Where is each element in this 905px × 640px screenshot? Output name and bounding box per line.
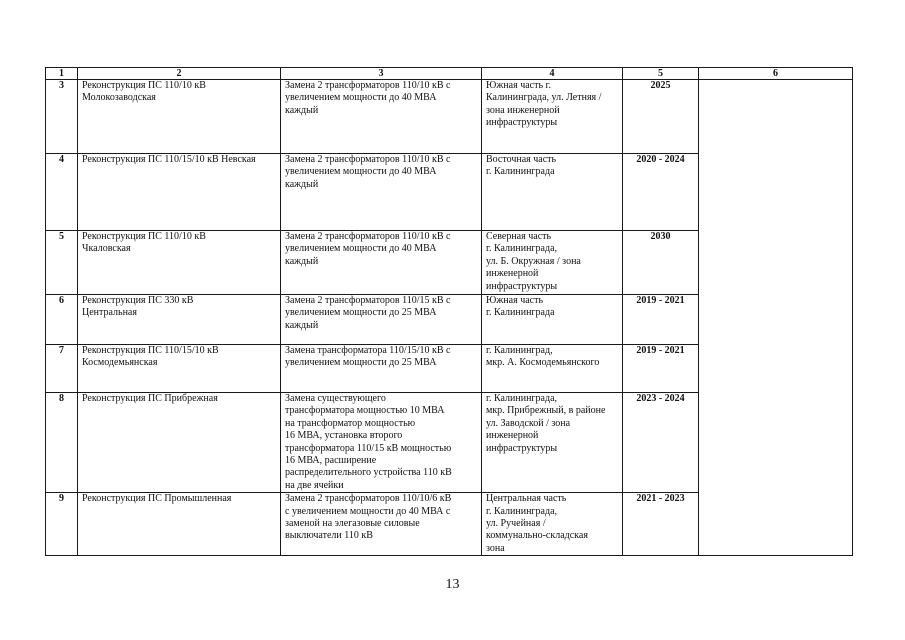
location: Восточная часть г. Калининграда	[482, 154, 623, 231]
project-name: Реконструкция ПС 110/15/10 кВ Невская	[78, 154, 281, 231]
table-row	[46, 80, 853, 154]
project-name: Реконструкция ПС 110/15/10 кВ Космодемьянская	[78, 345, 281, 393]
location: г. Калининграда, мкр. Прибрежный, в районе ул. Заводской / зона инженерной инфраструктуры	[482, 393, 623, 493]
row-number: 9	[46, 493, 78, 556]
work-description: Замена 2 трансформаторов 110/15 кВ с увеличением мощности до 25 МВА каждый	[281, 295, 482, 345]
work-description: Замена существующего трансформатора мощностью 10 МВА на трансформатор мощностью 16 МВА, установка второго трансформатора 110/15 кВ мощностью 16 МВА, расширение распределительного устройства 110 кВ на две ячейки	[281, 393, 482, 493]
row-number: 4	[46, 154, 78, 231]
location: Южная часть г. Калининграда	[482, 295, 623, 345]
location: Северная часть г. Калининграда, ул. Б. Окружная / зона инженерной инфраструктуры	[482, 231, 623, 295]
implementation-period: 2030	[623, 231, 699, 295]
header-cell-6: 6	[699, 68, 853, 80]
work-description: Замена 2 трансформаторов 110/10 кВ с увеличением мощности до 40 МВА каждый	[281, 80, 482, 154]
header-cell-2: 2	[78, 68, 281, 80]
header-cell-4: 4	[482, 68, 623, 80]
implementation-period: 2025	[623, 80, 699, 154]
implementation-period: 2023 - 2024	[623, 393, 699, 493]
implementation-period: 2020 - 2024	[623, 154, 699, 231]
header-cell-5: 5	[623, 68, 699, 80]
implementation-period: 2021 - 2023	[623, 493, 699, 556]
projects-table	[45, 67, 853, 556]
project-name: Реконструкция ПС Прибрежная	[78, 393, 281, 493]
project-name: Реконструкция ПС 110/10 кВ Чкаловская	[78, 231, 281, 295]
row-number: 7	[46, 345, 78, 393]
work-description: Замена 2 трансформаторов 110/10 кВ с увеличением мощности до 40 МВА каждый	[281, 154, 482, 231]
work-description: Замена трансформатора 110/15/10 кВ с увеличением мощности до 25 МВА	[281, 345, 482, 393]
row-number: 8	[46, 393, 78, 493]
row-number: 3	[46, 80, 78, 154]
work-description: Замена 2 трансформаторов 110/10/6 кВ с увеличением мощности до 40 МВА с заменой на элегазовые силовые выключатели 110 кВ	[281, 493, 482, 556]
table-header-row	[46, 68, 853, 80]
page-number: 13	[445, 577, 460, 592]
header-cell-1: 1	[46, 68, 78, 80]
header-cell-3: 3	[281, 68, 482, 80]
project-name: Реконструкция ПС 110/10 кВ Молокозаводская	[78, 80, 281, 154]
column-6-cell	[699, 80, 853, 556]
implementation-period: 2019 - 2021	[623, 345, 699, 393]
row-number: 6	[46, 295, 78, 345]
work-description: Замена 2 трансформаторов 110/10 кВ с увеличением мощности до 40 МВА каждый	[281, 231, 482, 295]
row-number: 5	[46, 231, 78, 295]
implementation-period: 2019 - 2021	[623, 295, 699, 345]
location: Южная часть г. Калининграда, ул. Летняя / зона инженерной инфраструктуры	[482, 80, 623, 154]
project-name: Реконструкция ПС 330 кВ Центральная	[78, 295, 281, 345]
project-name: Реконструкция ПС Промышленная	[78, 493, 281, 556]
location: г. Калининград, мкр. А. Космодемьянского	[482, 345, 623, 393]
location: Центральная часть г. Калининграда, ул. Ручейная / коммунально-складская зона	[482, 493, 623, 556]
